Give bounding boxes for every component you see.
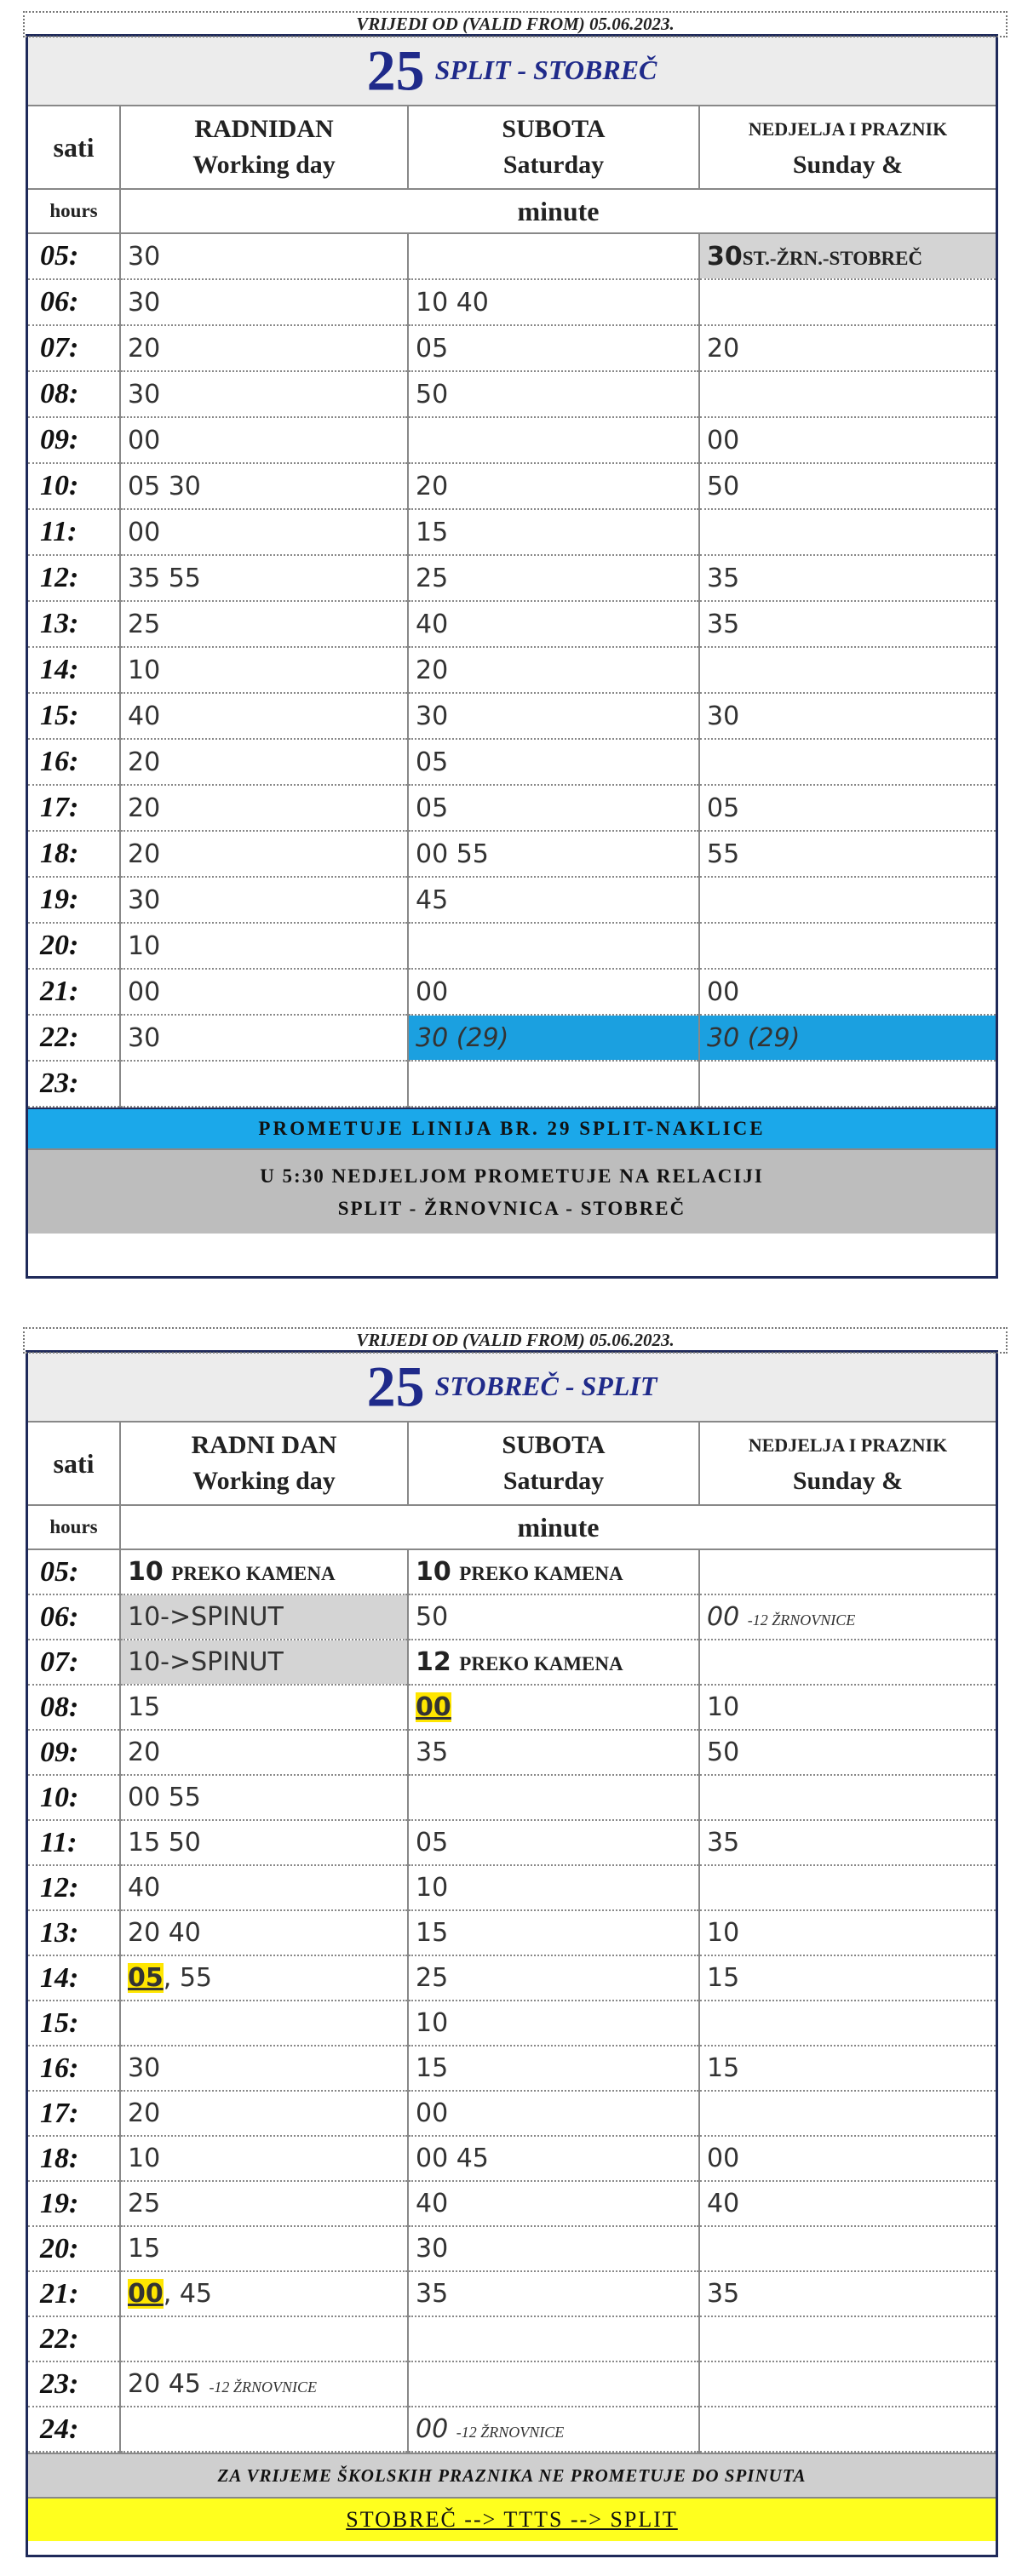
timetable-stobrec-split <box>26 1330 998 2557</box>
minutes-cell: 20 <box>699 325 996 371</box>
hours-label: hours <box>28 1505 120 1549</box>
minutes-cell <box>408 1775 699 1820</box>
col-saturday-header: SUBOTA Saturday <box>408 1423 699 1505</box>
minutes-cell: 25 <box>120 601 408 647</box>
table-row <box>28 831 996 877</box>
minutes-cell: 10 <box>408 1865 699 1910</box>
table-row <box>28 233 996 279</box>
minutes-cell: 00 -12 ŽRNOVNICE <box>699 1594 996 1640</box>
minutes-cell: 00 <box>408 969 699 1015</box>
col-working-day-header: RADNIDAN Working day <box>120 106 408 189</box>
table-row <box>28 2181 996 2226</box>
minutes-cell: 50 <box>408 1594 699 1640</box>
minutes-cell <box>408 1685 699 1730</box>
minutes-cell: 20 <box>120 831 408 877</box>
minutes-cell: 00, 45 <box>120 2271 408 2316</box>
minutes-cell <box>699 877 996 923</box>
minutes-cell: 10 40 <box>408 279 699 325</box>
minutes-cell: 00 <box>699 2136 996 2181</box>
minutes-cell: 35 <box>699 1820 996 1865</box>
minutes-cell: 25 <box>120 2181 408 2226</box>
col-hours-header: sati <box>28 106 120 189</box>
minutes-cell: 30 <box>408 693 699 739</box>
minutes-cell: 50 <box>699 463 996 509</box>
minutes-cell: 00 <box>408 2091 699 2136</box>
table-row <box>28 2226 996 2271</box>
minutes-cell: 30 <box>699 693 996 739</box>
hour-cell: 11: <box>28 509 120 555</box>
table-row <box>28 325 996 371</box>
minutes-cell: 30 <box>120 2046 408 2091</box>
hour-cell: 10: <box>28 463 120 509</box>
footer-note-school-holidays: ZA VRIJEME ŠKOLSKIH PRAZNIKA NE PROMETUJE DO SPINUTA <box>28 2453 996 2497</box>
table-row <box>28 1910 996 1955</box>
minutes-cell: 05 <box>408 739 699 785</box>
minutes-cell: 40 <box>120 693 408 739</box>
highlighted-time: 05 <box>128 1963 164 1993</box>
table-row <box>28 555 996 601</box>
minutes-cell: 00 55 <box>408 831 699 877</box>
hour-cell: 22: <box>28 2316 120 2361</box>
hour-cell: 16: <box>28 2046 120 2091</box>
minutes-label: minute <box>120 1505 996 1549</box>
minutes-cell <box>699 1865 996 1910</box>
table-row <box>28 1775 996 1820</box>
minutes-cell: 15 <box>408 509 699 555</box>
hour-cell: 17: <box>28 2091 120 2136</box>
minutes-cell <box>120 1061 408 1107</box>
hour-cell: 10: <box>28 1775 120 1820</box>
minutes-cell: 30 <box>120 233 408 279</box>
col-saturday-header: SUBOTA Saturday <box>408 106 699 189</box>
col-working-day-header: RADNI DAN Working day <box>120 1423 408 1505</box>
minutes-cell: 55 <box>699 831 996 877</box>
minutes-cell <box>699 2361 996 2407</box>
hour-cell: 19: <box>28 2181 120 2226</box>
minutes-cell <box>699 647 996 693</box>
col-hours-header: sati <box>28 1423 120 1505</box>
minutes-cell: 00 <box>120 969 408 1015</box>
minutes-cell: 40 <box>408 2181 699 2226</box>
table-row <box>28 1640 996 1685</box>
highlighted-time: 00 <box>128 2279 164 2309</box>
minutes-cell <box>120 2001 408 2046</box>
route-title <box>28 1353 996 1423</box>
minutes-cell <box>408 1061 699 1107</box>
minutes-cell: 40 <box>120 1865 408 1910</box>
minutes-cell: 05 30 <box>120 463 408 509</box>
minutes-cell: 00 <box>699 417 996 463</box>
minutes-cell: 35 <box>699 555 996 601</box>
table-row <box>28 2361 996 2407</box>
minutes-cell: 15 <box>699 1955 996 2001</box>
minutes-label: minute <box>120 189 996 233</box>
minutes-cell <box>699 509 996 555</box>
minutes-cell: 00 -12 ŽRNOVNICE <box>408 2407 699 2452</box>
hour-cell: 05: <box>28 233 120 279</box>
hour-cell: 11: <box>28 1820 120 1865</box>
minutes-cell <box>408 417 699 463</box>
minutes-cell <box>699 923 996 969</box>
minutes-cell <box>699 1640 996 1685</box>
minutes-cell: 15 <box>120 1685 408 1730</box>
route-title <box>28 37 996 106</box>
hour-cell: 14: <box>28 1955 120 2001</box>
minutes-cell: 05 <box>408 325 699 371</box>
minutes-cell: 20 40 <box>120 1910 408 1955</box>
table-row <box>28 1685 996 1730</box>
minutes-cell: 20 <box>120 785 408 831</box>
minutes-cell: 05 <box>699 785 996 831</box>
route-name: SPLIT - STOBREČ <box>434 54 657 86</box>
minutes-cell: 35 <box>699 601 996 647</box>
minutes-cell: 10 PREKO KAMENA <box>120 1549 408 1594</box>
minutes-cell: 20 <box>408 647 699 693</box>
hour-cell: 14: <box>28 647 120 693</box>
minutes-cell <box>408 923 699 969</box>
timetable-split-stobrec <box>26 14 998 1279</box>
minutes-cell: 00 <box>120 417 408 463</box>
minutes-cell: 12 PREKO KAMENA <box>408 1640 699 1685</box>
table-row <box>28 1820 996 1865</box>
minutes-cell: 45 <box>408 877 699 923</box>
hour-cell: 21: <box>28 969 120 1015</box>
minutes-cell: 10->SPINUT <box>120 1594 408 1640</box>
hour-cell: 13: <box>28 1910 120 1955</box>
minutes-cell: 20 <box>120 2091 408 2136</box>
minutes-cell: 50 <box>699 1730 996 1775</box>
valid-from-banner: VRIJEDI OD (VALID FROM) 05.06.2023. <box>23 11 1008 37</box>
highlighted-time: 00 <box>416 1692 451 1722</box>
hour-cell: 15: <box>28 693 120 739</box>
hour-cell: 23: <box>28 1061 120 1107</box>
minutes-cell <box>699 739 996 785</box>
minutes-cell: 20 <box>120 739 408 785</box>
minutes-cell <box>699 1549 996 1594</box>
minutes-cell: 00 <box>120 509 408 555</box>
minutes-cell <box>699 371 996 417</box>
footer-route-link[interactable]: STOBREČ --> TTTS --> SPLIT <box>28 2497 996 2541</box>
minutes-cell <box>699 2316 996 2361</box>
minutes-cell: 10 <box>120 923 408 969</box>
minutes-cell: 50 <box>408 371 699 417</box>
hour-cell: 13: <box>28 601 120 647</box>
minutes-cell: 10 <box>120 647 408 693</box>
hour-cell: 23: <box>28 2361 120 2407</box>
minutes-cell: 20 45 -12 ŽRNOVNICE <box>120 2361 408 2407</box>
minutes-cell: 35 <box>408 2271 699 2316</box>
minutes-cell: 20 <box>408 463 699 509</box>
table-row <box>28 1015 996 1061</box>
table-row <box>28 2271 996 2316</box>
minutes-cell: 10 <box>120 2136 408 2181</box>
highlighted-cell: 30 (29) <box>699 1015 996 1061</box>
minutes-cell: 05 <box>408 1820 699 1865</box>
minutes-cell: 15 <box>408 2046 699 2091</box>
footer-note-sunday: U 5:30 NEDJELJOM PROMETUJE NA RELACIJI SPLIT - ŽRNOVNICA - STOBREČ <box>28 1148 996 1234</box>
hour-cell: 08: <box>28 1685 120 1730</box>
col-sunday-header: NEDJELJA I PRAZNIK Sunday & <box>699 106 996 189</box>
minutes-cell: 40 <box>408 601 699 647</box>
minutes-cell: 15 50 <box>120 1820 408 1865</box>
table-row <box>28 1865 996 1910</box>
minutes-cell <box>120 2316 408 2361</box>
route-name: STOBREČ - SPLIT <box>434 1371 657 1402</box>
minutes-cell: 30 <box>408 2226 699 2271</box>
schedule-table <box>28 106 996 1108</box>
hour-cell: 22: <box>28 1015 120 1061</box>
line-number: 25 <box>366 1354 425 1419</box>
minutes-cell: 00 45 <box>408 2136 699 2181</box>
minutes-cell: 10 <box>699 1910 996 1955</box>
table-row <box>28 2046 996 2091</box>
hour-cell: 19: <box>28 877 120 923</box>
hour-cell: 07: <box>28 1640 120 1685</box>
col-sunday-header: NEDJELJA I PRAZNIK Sunday & <box>699 1423 996 1505</box>
hour-cell: 18: <box>28 831 120 877</box>
hour-cell: 21: <box>28 2271 120 2316</box>
hour-cell: 09: <box>28 1730 120 1775</box>
table-row <box>28 1061 996 1107</box>
table-row <box>28 509 996 555</box>
hour-cell: 24: <box>28 2407 120 2452</box>
minutes-cell: 30 <box>120 371 408 417</box>
table-row <box>28 417 996 463</box>
footer-note-line-29: PROMETUJE LINIJA BR. 29 SPLIT-NAKLICE <box>28 1108 996 1148</box>
minutes-cell: 30 <box>120 1015 408 1061</box>
minutes-cell: 05, 55 <box>120 1955 408 2001</box>
hour-cell: 05: <box>28 1549 120 1594</box>
minutes-cell <box>699 1061 996 1107</box>
minutes-cell: 15 <box>120 2226 408 2271</box>
minutes-cell: 20 <box>120 1730 408 1775</box>
minutes-cell <box>699 279 996 325</box>
table-row <box>28 693 996 739</box>
minutes-cell: 15 <box>699 2046 996 2091</box>
minutes-cell: 35 <box>408 1730 699 1775</box>
line-number: 25 <box>366 37 425 103</box>
minutes-cell: 20 <box>120 325 408 371</box>
minutes-cell: 30 <box>120 877 408 923</box>
table-row <box>28 785 996 831</box>
hour-cell: 16: <box>28 739 120 785</box>
hour-cell: 08: <box>28 371 120 417</box>
minutes-cell: 05 <box>408 785 699 831</box>
table-row <box>28 279 996 325</box>
minutes-cell: 10->SPINUT <box>120 1640 408 1685</box>
minutes-cell <box>699 2407 996 2452</box>
hour-cell: 18: <box>28 2136 120 2181</box>
table-row <box>28 2407 996 2452</box>
table-row <box>28 969 996 1015</box>
minutes-cell: 00 55 <box>120 1775 408 1820</box>
minutes-cell: 10 PREKO KAMENA <box>408 1549 699 1594</box>
highlighted-cell: 30 (29) <box>408 1015 699 1061</box>
valid-from-banner: VRIJEDI OD (VALID FROM) 05.06.2023. <box>23 1327 1008 1354</box>
table-row <box>28 923 996 969</box>
hour-cell: 06: <box>28 279 120 325</box>
minutes-cell <box>699 2001 996 2046</box>
minutes-cell: 10 <box>408 2001 699 2046</box>
hour-cell: 09: <box>28 417 120 463</box>
table-row <box>28 2001 996 2046</box>
hour-cell: 20: <box>28 2226 120 2271</box>
table-row <box>28 877 996 923</box>
hour-cell: 15: <box>28 2001 120 2046</box>
table-row <box>28 2091 996 2136</box>
minutes-cell <box>120 2407 408 2452</box>
hour-cell: 07: <box>28 325 120 371</box>
sunday-special-cell: 30ST.-ŽRN.-STOBREČ <box>699 233 996 279</box>
minutes-cell <box>699 2226 996 2271</box>
table-row <box>28 601 996 647</box>
table-row <box>28 1594 996 1640</box>
hour-cell: 12: <box>28 555 120 601</box>
table-row <box>28 647 996 693</box>
hour-cell: 06: <box>28 1594 120 1640</box>
table-row <box>28 1955 996 2001</box>
hour-cell: 20: <box>28 923 120 969</box>
minutes-cell: 35 55 <box>120 555 408 601</box>
table-row <box>28 2316 996 2361</box>
minutes-cell: 40 <box>699 2181 996 2226</box>
minutes-cell <box>699 1775 996 1820</box>
minutes-cell: 25 <box>408 1955 699 2001</box>
minutes-cell: 30 <box>120 279 408 325</box>
minutes-cell <box>408 2361 699 2407</box>
table-row <box>28 463 996 509</box>
minutes-cell <box>408 2316 699 2361</box>
hours-label: hours <box>28 189 120 233</box>
minutes-cell <box>408 233 699 279</box>
minutes-cell: 10 <box>699 1685 996 1730</box>
minutes-cell <box>699 2091 996 2136</box>
minutes-cell: 15 <box>408 1910 699 1955</box>
table-row <box>28 1549 996 1594</box>
minutes-cell: 25 <box>408 555 699 601</box>
table-row <box>28 739 996 785</box>
schedule-table <box>28 1423 996 2453</box>
hour-cell: 17: <box>28 785 120 831</box>
table-row <box>28 2136 996 2181</box>
table-row <box>28 371 996 417</box>
minutes-cell: 00 <box>699 969 996 1015</box>
minutes-cell: 35 <box>699 2271 996 2316</box>
hour-cell: 12: <box>28 1865 120 1910</box>
table-row <box>28 1730 996 1775</box>
